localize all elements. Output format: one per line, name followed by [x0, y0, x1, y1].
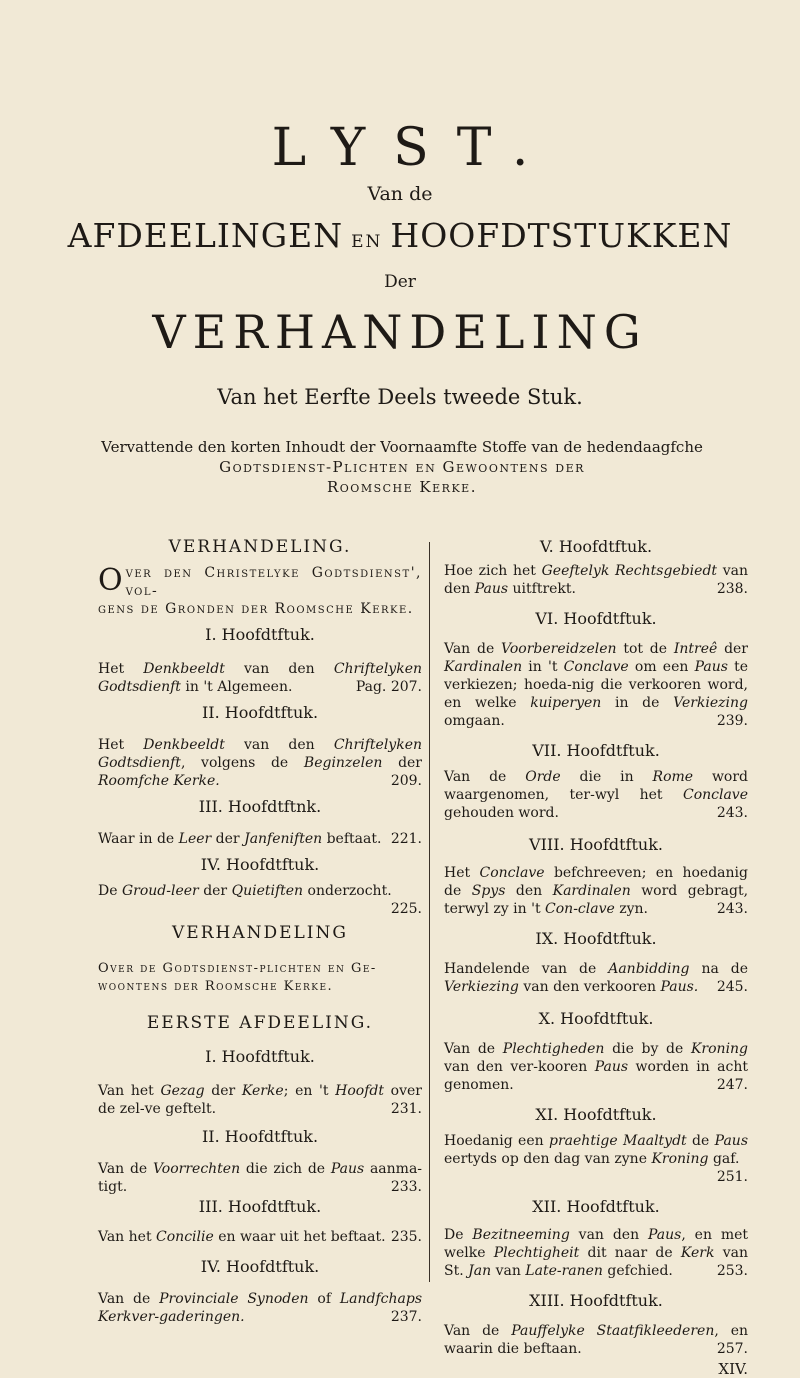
text: Roomfche Kerke.	[98, 773, 220, 789]
chapter-iv-title: IV. Hoofdtftuk.	[200, 855, 320, 874]
text: Gezag	[160, 1083, 205, 1099]
text: word waargenomen, ter-wyl het	[444, 769, 749, 803]
text: zyn.	[619, 901, 648, 917]
section-1-chapter-i-entry	[98, 1082, 422, 1118]
section-1-chapter-iv-entry	[98, 1290, 422, 1326]
text: in de	[615, 695, 660, 711]
chapter-vii-title: VII. Hoofdtftuk.	[532, 741, 660, 760]
intro-line-3: Roomsche Kerke.	[327, 478, 477, 496]
text: Het	[98, 661, 125, 677]
en-word: EN	[351, 232, 383, 252]
text: Quietiften	[231, 883, 304, 899]
text: Paus.	[660, 979, 699, 995]
text: of	[317, 1291, 332, 1307]
chapter-x-entry	[444, 1040, 748, 1094]
text: Verkiezing	[673, 695, 749, 711]
section-1-chapter-i-title: I. Hoofdtftuk.	[205, 1047, 315, 1066]
verhandeling-heading: VERHANDELING.	[168, 537, 352, 557]
text: Plechtigheden	[502, 1041, 605, 1057]
text: gehouden word.	[444, 805, 559, 821]
text: Van de	[444, 1041, 496, 1057]
text: gefchied.	[607, 1263, 673, 1279]
chapter-vii-entry	[444, 768, 748, 822]
column-divider	[429, 542, 430, 1282]
text: Groud-leer	[121, 883, 199, 899]
over-entry	[98, 960, 422, 996]
text: die zich de	[245, 1161, 326, 1177]
text: Kardinalen	[444, 659, 523, 675]
chapter-xiii-title: XIII. Hoofdtftuk.	[529, 1291, 663, 1310]
intro-entry-text-a: ver den Christelyke Godtsdienst', vol-	[125, 565, 422, 599]
text: worden in acht genomen.	[444, 1059, 749, 1093]
text: Chriftelyken Godtsdienft	[98, 661, 422, 695]
text: Beginzelen	[303, 755, 383, 771]
page-number: 233.	[390, 1179, 422, 1195]
text: der	[203, 883, 228, 899]
intro-line-1: Vervattende den korten Inhoudt der Voornaamfte Stoffe van de hedendaagfche	[101, 438, 703, 456]
chapter-ix-entry	[444, 960, 748, 996]
text: Kerk	[680, 1245, 715, 1261]
section-1-chapter-iv-title: IV. Hoofdtftuk.	[200, 1257, 320, 1276]
text: kuiperyen	[530, 695, 602, 711]
van-de-line: Van de	[367, 183, 433, 205]
text: Concilie	[156, 1229, 214, 1245]
intro-entry	[98, 564, 422, 618]
chapter-viii-entry	[444, 864, 748, 918]
text: der	[724, 641, 749, 657]
text: Van de	[98, 1291, 151, 1307]
text: van den verkooren	[523, 979, 657, 995]
chapter-xi-entry	[444, 1132, 748, 1186]
text: Van het	[98, 1083, 154, 1099]
text: Kerke	[241, 1083, 284, 1099]
page-number: 209.	[390, 773, 422, 789]
text: Kardinalen	[552, 883, 631, 899]
text: van	[495, 1263, 521, 1279]
text: die by de	[612, 1041, 684, 1057]
text: eertyds op den dag van zyne	[444, 1151, 647, 1167]
text: Pauffelyke Staatfikleederen	[511, 1323, 715, 1339]
text: en waar uit het beftaat.	[218, 1229, 386, 1245]
text: , volgens de	[180, 755, 289, 771]
catchword: XIV.	[718, 1360, 748, 1378]
chapter-v-entry	[444, 562, 748, 598]
text: van den	[578, 1227, 640, 1243]
section-1-chapter-iii-title: III. Hoofdtftuk.	[198, 1197, 322, 1216]
text: ; en 't	[283, 1083, 329, 1099]
text: Bezitneeming	[472, 1227, 570, 1243]
intro-entry-text-b: gens de Gronden der Roomsche Kerke.	[98, 601, 414, 617]
drop-cap: O	[98, 563, 123, 598]
text: Hoofdt	[335, 1083, 385, 1099]
text: Intreê	[673, 641, 718, 657]
text: Conclave	[682, 787, 749, 803]
page-number: 243.	[716, 805, 748, 821]
eerste-afdeeling-heading: EERSTE AFDEELING.	[146, 1013, 374, 1033]
page-number: Pag. 207.	[355, 679, 422, 695]
main-title: VERHANDELING	[152, 305, 648, 359]
text: , en met welke	[444, 1227, 749, 1261]
afdeelingen-word: AFDEELINGEN	[67, 216, 344, 255]
chapter-xii-title: XII. Hoofdtftuk.	[532, 1197, 660, 1216]
page-number: 238.	[716, 581, 748, 597]
chapter-ii-entry	[98, 736, 422, 790]
text: Con-clave	[545, 901, 615, 917]
chapter-viii-title: VIII. Hoofdtftuk.	[529, 835, 663, 854]
section-1-chapter-ii-title: II. Hoofdtftuk.	[201, 1127, 319, 1146]
text: Orde	[525, 769, 561, 785]
text: over de zel-ve geftelt.	[98, 1083, 422, 1117]
text: die in	[579, 769, 634, 785]
chapter-x-title: X. Hoofdtftuk.	[538, 1009, 654, 1028]
text: Plechtigheit	[493, 1245, 580, 1261]
text: gaf.	[712, 1151, 740, 1167]
text: Denkbeeldt	[143, 661, 225, 677]
text: De	[444, 1227, 464, 1243]
chapter-vi-title: VI. Hoofdtftuk.	[535, 609, 657, 628]
text: der	[215, 831, 240, 847]
chapter-ii-title: II. Hoofdtftuk.	[201, 703, 319, 722]
intro-line-2: Godtsdienst-Plichten en Gewoontens der	[219, 458, 585, 476]
text: om een	[634, 659, 689, 675]
text: Paus	[647, 1227, 682, 1243]
page-number: 243.	[716, 901, 748, 917]
text: Over de Godtsdienst-plichten en Ge-	[98, 961, 377, 976]
right-column	[444, 538, 748, 1378]
chapter-i-entry	[98, 660, 422, 696]
text: Het	[98, 737, 125, 753]
text: den	[515, 883, 543, 899]
text: der	[211, 1083, 236, 1099]
page-number: 245.	[716, 979, 748, 995]
text: Geeftelyk Rechtsgebiedt	[541, 563, 718, 579]
text: Late-ranen	[525, 1263, 603, 1279]
text: Paus	[330, 1161, 365, 1177]
chapter-iii-entry	[98, 830, 422, 848]
afdeelingen-heading	[0, 216, 800, 255]
chapter-v-title: V. Hoofdtftuk.	[539, 537, 653, 556]
verhandeling-heading-2: VERHANDELING	[172, 923, 348, 943]
text: Paus	[714, 1133, 749, 1149]
section-1-chapter-iii-entry	[98, 1228, 422, 1246]
text: word gebragt, terwyl zy in 't	[444, 883, 749, 917]
text: te verkiezen; hoeda-nig die verkooren word, en welke	[444, 659, 749, 711]
text: Waar in de	[98, 831, 175, 847]
page-number: 235.	[390, 1229, 422, 1245]
chapter-i-title: I. Hoofdtftuk.	[205, 625, 315, 644]
text: Paus	[694, 659, 728, 675]
text: Kroning	[651, 1151, 709, 1167]
page-number: 221.	[390, 831, 422, 847]
text: Voorrechten	[152, 1161, 241, 1177]
page-number: 257.	[716, 1341, 748, 1357]
page-number: 239.	[716, 713, 748, 729]
left-column	[98, 538, 422, 1326]
text: in 't	[528, 659, 558, 675]
text: van St.	[444, 1245, 748, 1279]
text: aanma-tigt.	[98, 1161, 423, 1195]
text: Conclave	[479, 865, 545, 881]
list-title: LYST.	[271, 118, 557, 178]
chapter-iv-entry	[98, 882, 422, 918]
text: Denkbeeldt	[143, 737, 225, 753]
page-number: 253.	[716, 1263, 748, 1279]
text: dit naar de	[587, 1245, 673, 1261]
text: Van de	[444, 1323, 500, 1339]
subtitle: Van het Eerfte Deels tweede Stuk.	[217, 385, 583, 409]
text: tot de	[623, 641, 668, 657]
text: de	[692, 1133, 710, 1149]
text: onderzocht.	[307, 883, 392, 899]
text: van den	[244, 661, 315, 677]
text: Aanbidding	[608, 961, 690, 977]
text: van den ver-kooren	[444, 1059, 588, 1075]
der-line: Der	[384, 272, 416, 292]
text: van den	[444, 563, 749, 597]
text: De	[98, 883, 118, 899]
text: der	[398, 755, 423, 771]
text: Landfchaps Kerkver-gaderingen.	[98, 1291, 423, 1325]
chapter-xiii-entry	[444, 1322, 748, 1358]
page-number: 225.	[390, 901, 422, 917]
text: Handelende van de	[444, 961, 597, 977]
text: Jan	[468, 1263, 492, 1279]
text: Paus	[474, 581, 509, 597]
text: beftaat.	[326, 831, 382, 847]
chapter-ix-title: IX. Hoofdtftuk.	[535, 929, 657, 948]
text: van den	[244, 737, 315, 753]
text: praehtige Maaltydt	[549, 1133, 687, 1149]
hoofdstukken-word: HOOFDTSTUKKEN	[390, 216, 733, 255]
text: Leer	[178, 831, 212, 847]
chapter-vi-entry	[444, 640, 748, 730]
text: na de	[701, 961, 749, 977]
text: Rome	[652, 769, 694, 785]
chapter-iii-title: III. Hoofdtftnk.	[198, 797, 322, 816]
text: woontens der Roomsche Kerke.	[98, 979, 334, 994]
text: Van de	[444, 641, 495, 657]
text: Van de	[444, 769, 507, 785]
text: Janfeniften	[244, 831, 323, 847]
text: Van de	[98, 1161, 148, 1177]
text: , en waarin die beftaan.	[444, 1323, 749, 1357]
page-number: 251.	[716, 1169, 748, 1185]
page-number: 237.	[390, 1309, 422, 1325]
text: Het	[444, 865, 471, 881]
text: befchreeven; en hoedanig de	[444, 865, 748, 899]
text: Voorbereidzelen	[501, 641, 617, 657]
text: Kroning	[690, 1041, 749, 1057]
intro-paragraph	[82, 437, 722, 497]
text: uitftrekt.	[512, 581, 576, 597]
text: Van het	[98, 1229, 152, 1245]
text: Paus	[594, 1059, 629, 1075]
text: Verkiezing	[444, 979, 519, 995]
text: Hoedanig een	[444, 1133, 544, 1149]
text: Spys	[471, 883, 506, 899]
chapter-xi-title: XI. Hoofdtftuk.	[535, 1105, 657, 1124]
text: Provinciale Synoden	[159, 1291, 309, 1307]
page-number: 231.	[390, 1101, 422, 1117]
text: Conclave	[563, 659, 629, 675]
section-1-chapter-ii-entry	[98, 1160, 422, 1196]
page-number: 247.	[716, 1077, 748, 1093]
text: Hoe zich het	[444, 563, 536, 579]
chapter-xii-entry	[444, 1226, 748, 1280]
text: Chriftelyken Godtsdienft	[98, 737, 422, 771]
text: in 't Algemeen.	[185, 679, 293, 695]
text: omgaan.	[444, 713, 505, 729]
